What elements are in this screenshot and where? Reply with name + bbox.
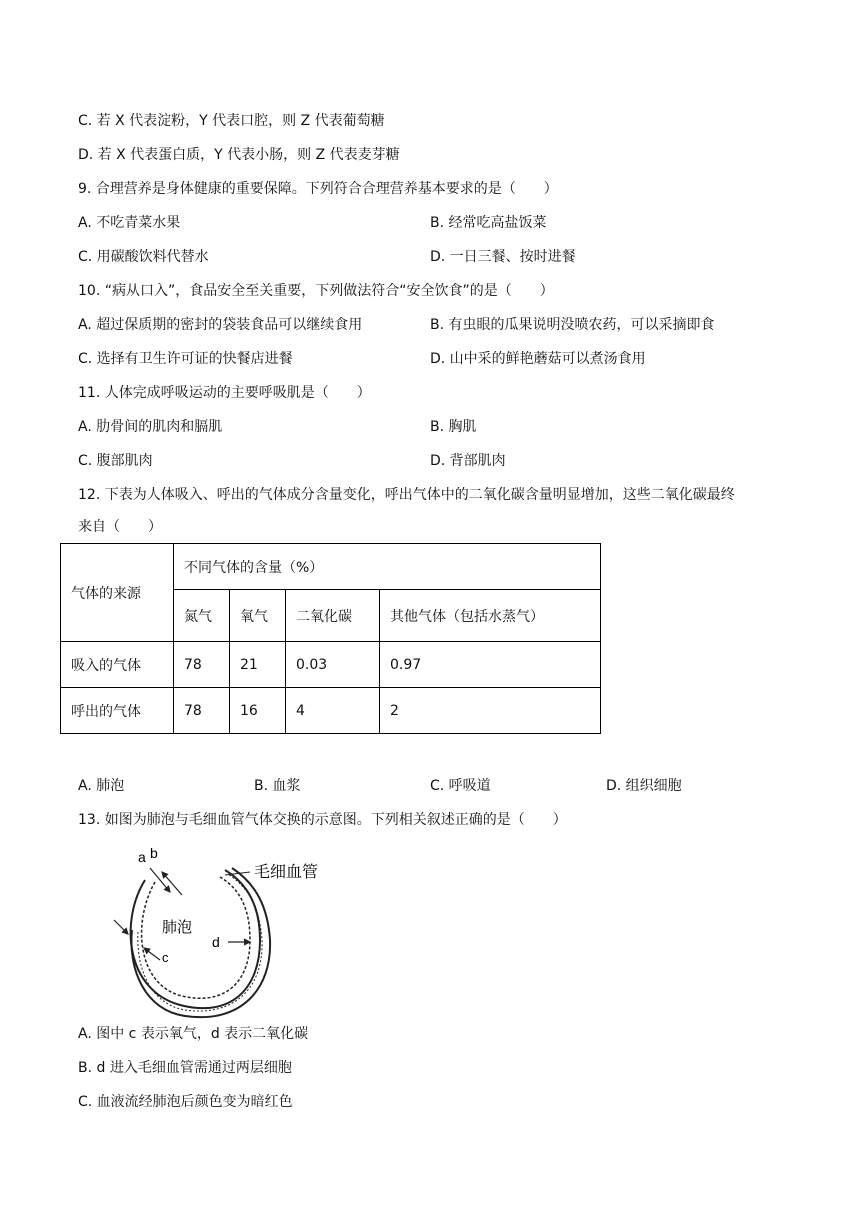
q10-option-b: B. 有虫眼的瓜果说明没喷农药，可以采摘即食 [430, 317, 715, 333]
q13-option-a: A. 图中 c 表示氧气，d 表示二氧化碳 [78, 1026, 309, 1042]
label-a: a [138, 849, 146, 865]
label-c: c [162, 950, 169, 965]
table-row [61, 642, 601, 688]
q11-stem: 11. 人体完成呼吸运动的主要呼吸肌是（ ） [78, 385, 371, 401]
q10-option-c: C. 选择有卫生许可证的快餐店进餐 [78, 351, 293, 367]
q8-option-c: C. 若 X 代表淀粉，Y 代表口腔，则 Z 代表葡萄糖 [78, 113, 385, 129]
q11-option-c: C. 腹部肌肉 [78, 453, 153, 469]
q12-option-c: C. 呼吸道 [430, 778, 491, 794]
alveolus-capillary-diagram [110, 840, 340, 1020]
table-cell: 78 [174, 642, 230, 688]
q9-option-d: D. 一日三餐、按时进餐 [430, 249, 576, 265]
table-cell: 4 [286, 688, 380, 734]
q10-stem: 10. “病从口入”，食品安全至关重要，下列做法符合“安全饮食”的是（ ） [78, 283, 554, 299]
q11-option-d: D. 背部肌肉 [430, 453, 506, 469]
table-col-other: 其他气体（包括水蒸气） [380, 590, 601, 642]
q12-stem-line2: 来自（ ） [78, 519, 162, 535]
table-header-content: 不同气体的含量（%） [174, 544, 601, 590]
q12-option-b: B. 血浆 [254, 778, 301, 794]
q11-option-a: A. 肋骨间的肌肉和膈肌 [78, 419, 223, 435]
table-col-co2: 二氧化碳 [286, 590, 380, 642]
table-row-label: 吸入的气体 [61, 642, 174, 688]
table-cell: 0.97 [380, 642, 601, 688]
q11-option-b: B. 胸肌 [430, 419, 477, 435]
q12-option-a: A. 肺泡 [78, 778, 125, 794]
table-row-label: 呼出的气体 [61, 688, 174, 734]
q13-option-b: B. d 进入毛细血管需通过两层细胞 [78, 1060, 292, 1076]
q8-option-d: D. 若 X 代表蛋白质，Y 代表小肠，则 Z 代表麦芽糖 [78, 147, 400, 163]
table-cell: 78 [174, 688, 230, 734]
table-cell: 21 [230, 642, 286, 688]
q9-option-b: B. 经常吃高盐饭菜 [430, 215, 547, 231]
label-d: d [212, 934, 220, 950]
table-col-oxygen: 氧气 [230, 590, 286, 642]
table-cell: 16 [230, 688, 286, 734]
alveolus-diagram-svg [110, 840, 340, 1020]
table-header-source: 气体的来源 [61, 544, 174, 642]
q12-option-d: D. 组织细胞 [606, 778, 682, 794]
label-capillary: 毛细血管 [254, 864, 319, 881]
gas-composition-table [60, 543, 601, 734]
label-b: b [150, 845, 158, 861]
q13-option-c: C. 血液流经肺泡后颜色变为暗红色 [78, 1094, 293, 1110]
q9-option-c: C. 用碳酸饮料代替水 [78, 249, 209, 265]
q12-stem-line1: 12. 下表为人体吸入、呼出的气体成分含量变化，呼出气体中的二氧化碳含量明显增加，这些二氧化碳最终 [78, 487, 735, 503]
table-row [61, 688, 601, 734]
q10-option-d: D. 山中采的鲜艳蘑菇可以煮汤食用 [430, 351, 646, 367]
q9-stem: 9. 合理营养是身体健康的重要保障。下列符合合理营养基本要求的是（ ） [78, 181, 558, 197]
table-cell: 2 [380, 688, 601, 734]
q9-option-a: A. 不吃青菜水果 [78, 215, 181, 231]
q10-option-a: A. 超过保质期的密封的袋装食品可以继续食用 [78, 317, 363, 333]
label-alveolus: 肺泡 [162, 919, 193, 936]
q13-stem: 13. 如图为肺泡与毛细血管气体交换的示意图。下列相关叙述正确的是（ ） [78, 812, 567, 828]
table-col-nitrogen: 氮气 [174, 590, 230, 642]
table-cell: 0.03 [286, 642, 380, 688]
